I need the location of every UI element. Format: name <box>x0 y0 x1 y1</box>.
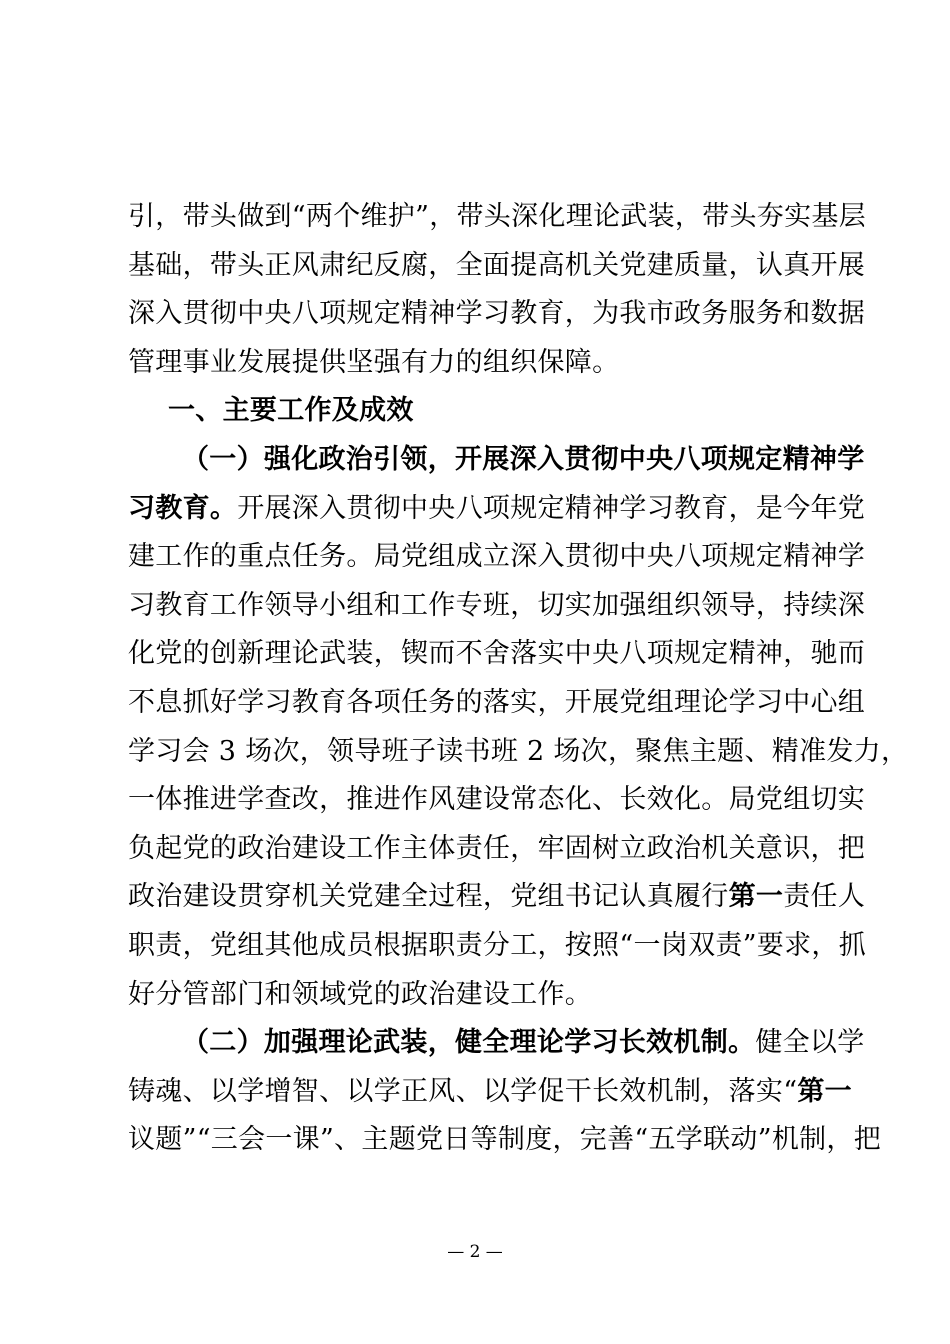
text-line: 管理事业发展提供坚强有力的组织保障。 <box>128 346 620 378</box>
text-line: 议题”“三会一课”、主题党日等制度，完善“五学联动”机制，把 <box>128 1124 882 1156</box>
text-line <box>128 1068 852 1117</box>
text-line: 基础，带头正风肃纪反腐，全面提高机关党建质量，认真开展 <box>128 249 866 281</box>
bold-text-span: 第一 <box>797 1075 852 1107</box>
text-line: 负起党的政治建设工作主体责任，牢固树立政治机关意识，把 <box>128 832 866 864</box>
text-line: 习教育工作领导小组和工作专班，切实加强组织领导，持续深 <box>128 589 866 621</box>
text-line: 化党的创新理论武装，锲而不舍落实中央八项规定精神，驰而 <box>128 638 866 670</box>
text-span: 责任人 <box>783 881 866 913</box>
text-line <box>128 485 866 534</box>
section-heading: 一、主要工作及成效 <box>168 395 414 427</box>
document-body <box>128 193 909 1165</box>
text-line: 好分管部门和领域党的政治建设工作。 <box>128 978 593 1010</box>
subsection-heading-end: 习教育。 <box>128 492 238 524</box>
text-line: 建工作的重点任务。局党组成立深入贯彻中央八项规定精神学 <box>128 541 866 573</box>
text-span: 铸魂、以学增智、以学正风、以学促干长效机制，落实“ <box>128 1075 798 1107</box>
subsection-heading: （二）加强理论武装，健全理论学习长效机制。 <box>182 1027 756 1059</box>
bold-text-span: 第一 <box>728 881 784 913</box>
text-line <box>128 1019 865 1068</box>
text-span: 政治建设贯穿机关党建全过程，党组书记认真履行 <box>128 881 729 913</box>
page-number: — 2 — <box>447 1242 503 1262</box>
text-line: 不息抓好学习教育各项任务的落实，开展党组理论学习中心组 <box>128 686 866 718</box>
text-line: 一体推进学查改，推进作风建设常态化、长效化。局党组切实 <box>128 784 866 816</box>
text-line: 学习会 3 场次，领导班子读书班 2 场次，聚焦主题、精准发力， <box>128 735 909 767</box>
text-line: 深入贯彻中央八项规定精神学习教育，为我市政务服务和数据 <box>128 298 866 330</box>
text-span: 健全以学 <box>755 1027 865 1059</box>
text-line <box>128 873 866 922</box>
text-line: 引，带头做到“两个维护”，带头深化理论武装，带头夯实基层 <box>128 201 867 232</box>
text-span: 开展深入贯彻中央八项规定精神学习教育，是今年党 <box>237 492 866 524</box>
subsection-heading: （一）强化政治引领，开展深入贯彻中央八项规定精神学 <box>182 443 865 475</box>
text-line: 职责，党组其他成员根据职责分工，按照“一岗双责”要求，抓 <box>128 929 867 961</box>
